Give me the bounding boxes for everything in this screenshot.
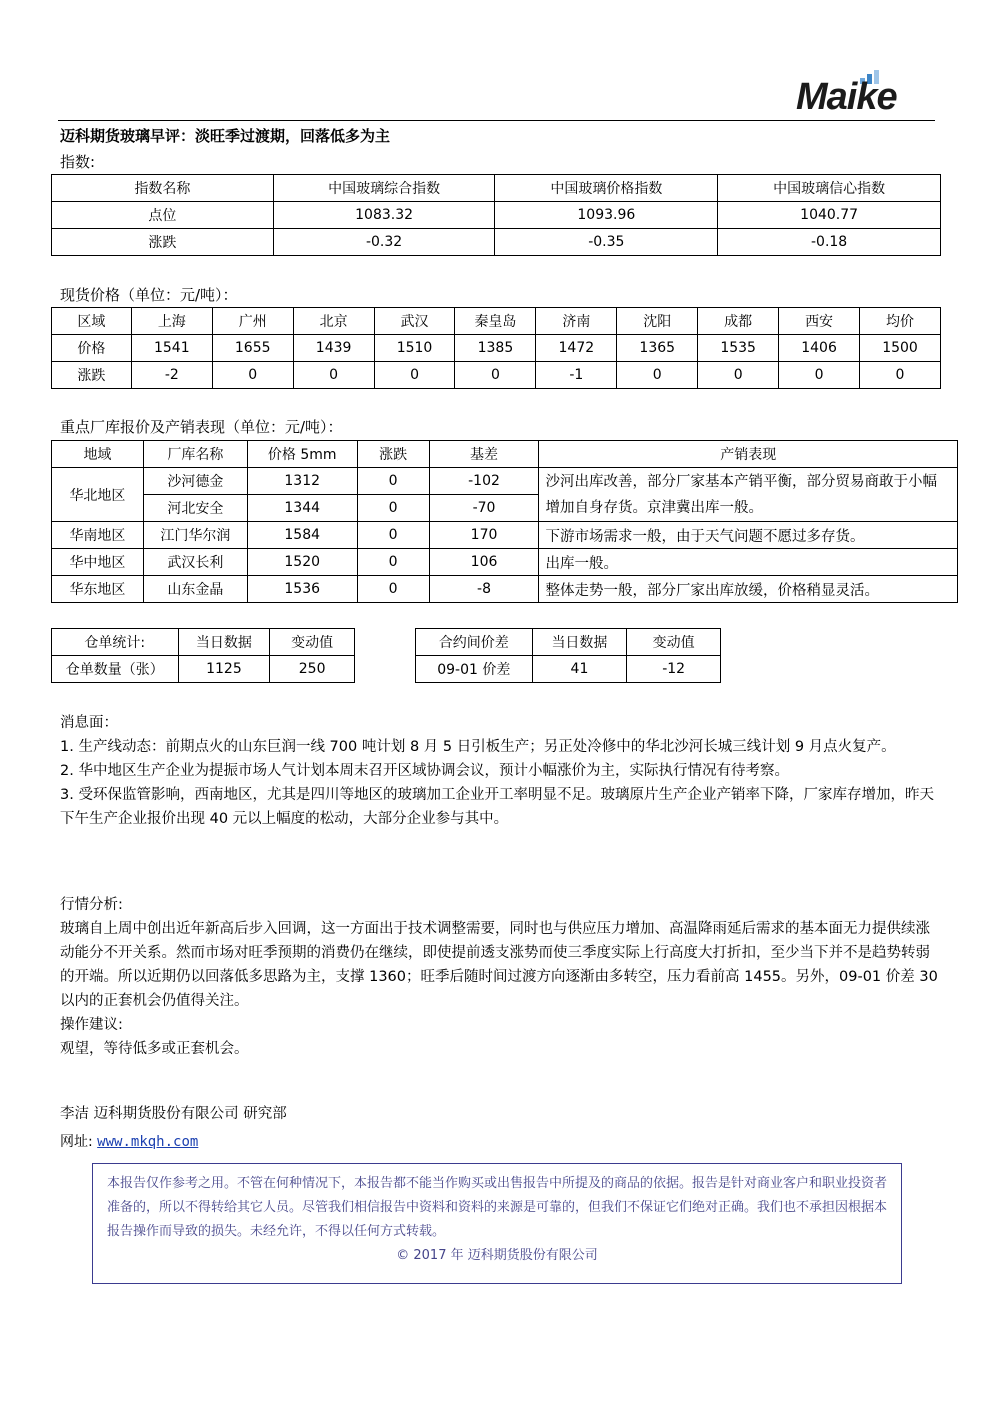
region-cell: 华北地区 bbox=[52, 468, 144, 522]
table-header: 仓单统计: bbox=[52, 629, 179, 656]
table-row bbox=[52, 522, 958, 549]
spot-label: 现货价格（单位：元/吨）： bbox=[60, 286, 238, 304]
website-line bbox=[60, 1131, 198, 1151]
table-row bbox=[52, 175, 941, 202]
table-cell: 0 bbox=[293, 362, 374, 389]
table-cell: 1520 bbox=[247, 549, 357, 576]
disclaimer-box bbox=[92, 1163, 902, 1284]
table-header: 产销表现 bbox=[539, 441, 958, 468]
table-cell: -0.18 bbox=[718, 229, 941, 256]
table-cell: -2 bbox=[131, 362, 212, 389]
table-header: 成都 bbox=[698, 308, 779, 335]
table-cell: 0 bbox=[860, 362, 941, 389]
table-header: 中国玻璃信心指数 bbox=[718, 175, 941, 202]
table-cell: 1406 bbox=[779, 335, 860, 362]
table-cell: 江门华尔润 bbox=[143, 522, 247, 549]
table-cell: 41 bbox=[532, 656, 627, 683]
table-cell: -0.35 bbox=[495, 229, 718, 256]
spot-price-table bbox=[51, 307, 941, 389]
table-cell: 0 bbox=[357, 468, 429, 495]
factory-label: 重点厂库报价及产销表现（单位：元/吨）： bbox=[60, 418, 343, 436]
table-row bbox=[52, 202, 941, 229]
comment-cell: 出库一般。 bbox=[539, 549, 958, 576]
table-header: 均价 bbox=[860, 308, 941, 335]
analysis-text: 玻璃自上周中创出近年新高后步入回调，这一方面出于技术调整需要，同时也与供应压力增加、高温降雨延后需求的基本面无力提供续涨动能分不开关系。然而市场对旺季预期的消费仍在继续，即使提前透支涨势而使三季度实际上行高度大打折扣，至少当下并不是趋势转弱的开端。所以近期仍以回落低多思路为主，支撑 1360；旺季后随时间过渡方向逐渐由多转空，压力看前高 1455。另外，09-01 价差 30 以内的正套机会仍值得关注。 bbox=[60, 921, 938, 1009]
table-cell: 1500 bbox=[860, 335, 941, 362]
table-cell: 0 bbox=[374, 362, 455, 389]
company-logo bbox=[796, 70, 936, 120]
table-row bbox=[52, 362, 941, 389]
table-cell: 1344 bbox=[247, 495, 357, 522]
comment-cell: 整体走势一般，部分厂家出库放缓，价格稍显灵活。 bbox=[539, 576, 958, 603]
table-cell: 0 bbox=[357, 576, 429, 603]
table-header: 变动值 bbox=[627, 629, 721, 656]
table-header: 武汉 bbox=[374, 308, 455, 335]
table-cell: 武汉长利 bbox=[143, 549, 247, 576]
table-cell: -0.32 bbox=[273, 229, 495, 256]
news-item: 3. 受环保监管影响，西南地区，尤其是四川等地区的玻璃加工企业开工率明显不足。玻璃原片生产企业产销率下降，厂家库存增加，昨天下午生产企业报价出现 40 元以上幅度的松动，大部分企业参与其中。 bbox=[60, 787, 934, 827]
table-cell: 1439 bbox=[293, 335, 374, 362]
table-cell: 沙河德金 bbox=[143, 468, 247, 495]
news-item: 2. 华中地区生产企业为提振市场人气计划本周末召开区域协调会议，预计小幅涨价为主，实际执行情况有待考察。 bbox=[60, 763, 789, 779]
table-cell: 0 bbox=[212, 362, 293, 389]
table-cell: 1312 bbox=[247, 468, 357, 495]
table-row bbox=[52, 308, 941, 335]
table-row bbox=[416, 629, 721, 656]
table-cell: -1 bbox=[536, 362, 617, 389]
table-cell: 0 bbox=[779, 362, 860, 389]
table-cell: 1472 bbox=[536, 335, 617, 362]
news-item: 1. 生产线动态：前期点火的山东巨润一线 700 吨计划 8 月 5 日引板生产；另正处冷修中的华北沙河长城三线计划 9 月点火复产。 bbox=[60, 739, 896, 755]
copyright-text: © 2017 年 迈科期货股份有限公司 bbox=[396, 1248, 598, 1263]
table-row bbox=[416, 656, 721, 683]
advice-label: 操作建议: bbox=[60, 1017, 123, 1033]
table-header: 地域 bbox=[52, 441, 144, 468]
website-link[interactable]: www.mkqh.com bbox=[97, 1134, 199, 1150]
table-header: 中国玻璃综合指数 bbox=[273, 175, 495, 202]
region-cell: 华南地区 bbox=[52, 522, 144, 549]
warehouse-table bbox=[51, 628, 355, 683]
table-cell: 1040.77 bbox=[718, 202, 941, 229]
table-cell: 点位 bbox=[52, 202, 274, 229]
table-header: 厂库名称 bbox=[143, 441, 247, 468]
index-label: 指数: bbox=[60, 153, 96, 171]
advice-text: 观望，等待低多或正套机会。 bbox=[60, 1041, 249, 1057]
comment-cell: 下游市场需求一般，由于天气问题不愿过多存货。 bbox=[539, 522, 958, 549]
table-cell: 250 bbox=[270, 656, 355, 683]
index-table bbox=[51, 174, 941, 256]
table-header: 秦皇岛 bbox=[455, 308, 536, 335]
table-cell: -102 bbox=[429, 468, 539, 495]
table-cell: -12 bbox=[627, 656, 721, 683]
table-header: 涨跌 bbox=[52, 362, 132, 389]
table-row bbox=[52, 229, 941, 256]
table-cell: 仓单数量（张） bbox=[52, 656, 179, 683]
table-header: 价格 5mm bbox=[247, 441, 357, 468]
table-header: 区域 bbox=[52, 308, 132, 335]
news-section bbox=[60, 711, 940, 831]
table-row bbox=[52, 576, 958, 603]
table-cell: 1541 bbox=[131, 335, 212, 362]
news-label: 消息面： bbox=[60, 715, 118, 731]
table-cell: 0 bbox=[357, 495, 429, 522]
table-cell: -70 bbox=[429, 495, 539, 522]
disclaimer-text: 本报告仅作参考之用。不管在何种情况下，本报告都不能当作购买或出售报告中所提及的商品的依据。报告是针对商业客户和职业投资者准备的，所以不得转给其它人员。尽管我们相信报告中资料和资料的来源是可靠的，但我们不保证它们绝对正确。我们也不承担因根据本报告操作而导致的损失。未经允许，不得以任何方式转载。 bbox=[107, 1176, 888, 1239]
table-header: 中国玻璃价格指数 bbox=[495, 175, 718, 202]
website-label: 网址: bbox=[60, 1134, 93, 1150]
table-cell: -8 bbox=[429, 576, 539, 603]
table-cell: 涨跌 bbox=[52, 229, 274, 256]
table-cell: 1365 bbox=[617, 335, 698, 362]
comment-cell: 沙河出库改善，部分厂家基本产销平衡，部分贸易商敢于小幅增加自身存货。京津冀出库一般。 bbox=[539, 468, 958, 522]
table-cell: 1093.96 bbox=[495, 202, 718, 229]
table-cell: 0 bbox=[357, 522, 429, 549]
table-cell: 0 bbox=[698, 362, 779, 389]
header-divider bbox=[58, 120, 935, 121]
table-cell: 106 bbox=[429, 549, 539, 576]
table-cell: 1083.32 bbox=[273, 202, 495, 229]
table-cell: 09-01 价差 bbox=[416, 656, 533, 683]
table-cell: 1510 bbox=[374, 335, 455, 362]
spread-table bbox=[415, 628, 721, 683]
region-cell: 华东地区 bbox=[52, 576, 144, 603]
table-header: 北京 bbox=[293, 308, 374, 335]
table-row bbox=[52, 468, 958, 495]
table-header: 上海 bbox=[131, 308, 212, 335]
table-row bbox=[52, 629, 355, 656]
table-header: 涨跌 bbox=[357, 441, 429, 468]
table-cell: 1385 bbox=[455, 335, 536, 362]
region-cell: 华中地区 bbox=[52, 549, 144, 576]
table-cell: 0 bbox=[617, 362, 698, 389]
analysis-section bbox=[60, 893, 940, 1061]
table-header: 基差 bbox=[429, 441, 539, 468]
table-header: 变动值 bbox=[270, 629, 355, 656]
table-row bbox=[52, 335, 941, 362]
table-cell: 1535 bbox=[698, 335, 779, 362]
table-header: 价格 bbox=[52, 335, 132, 362]
table-header: 指数名称 bbox=[52, 175, 274, 202]
table-header: 当日数据 bbox=[532, 629, 627, 656]
table-header: 济南 bbox=[536, 308, 617, 335]
table-cell: 0 bbox=[455, 362, 536, 389]
table-cell: 0 bbox=[357, 549, 429, 576]
table-cell: 1584 bbox=[247, 522, 357, 549]
logo-text: Maike bbox=[796, 76, 897, 118]
report-title: 迈科期货玻璃早评：淡旺季过渡期，回落低多为主 bbox=[60, 127, 391, 145]
table-cell: 山东金晶 bbox=[143, 576, 247, 603]
author-line: 李洁 迈科期货股份有限公司 研究部 bbox=[60, 1106, 287, 1122]
table-cell: 河北安全 bbox=[143, 495, 247, 522]
table-cell: 1655 bbox=[212, 335, 293, 362]
table-header: 沈阳 bbox=[617, 308, 698, 335]
table-row bbox=[52, 656, 355, 683]
table-header: 广州 bbox=[212, 308, 293, 335]
table-header: 当日数据 bbox=[178, 629, 270, 656]
analysis-label: 行情分析: bbox=[60, 897, 123, 913]
table-cell: 1125 bbox=[178, 656, 270, 683]
table-row bbox=[52, 549, 958, 576]
table-header: 合约间价差 bbox=[416, 629, 533, 656]
table-cell: 1536 bbox=[247, 576, 357, 603]
table-row bbox=[52, 441, 958, 468]
factory-table bbox=[51, 440, 958, 603]
table-cell: 170 bbox=[429, 522, 539, 549]
table-header: 西安 bbox=[779, 308, 860, 335]
